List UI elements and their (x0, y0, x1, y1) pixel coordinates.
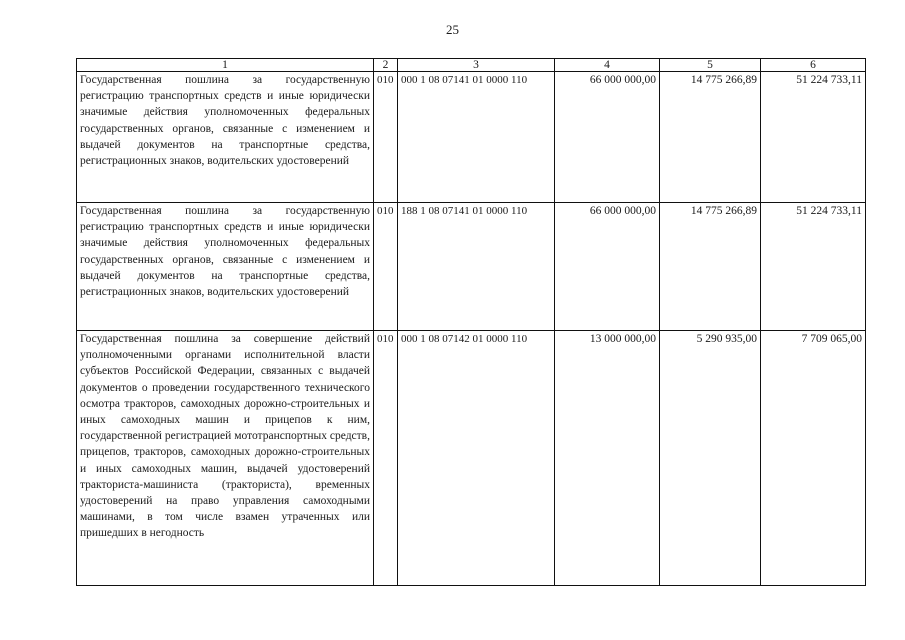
column-number-row (77, 59, 866, 72)
column-header-5: 5 (660, 59, 761, 72)
column-header-3: 3 (398, 59, 555, 72)
planned-amount: 66 000 000,00 (555, 203, 660, 331)
column-header-4: 4 (555, 59, 660, 72)
budget-classification-code: 000 1 08 07142 01 0000 110 (398, 331, 555, 586)
table-row (77, 331, 866, 586)
remaining-amount: 7 709 065,00 (761, 331, 866, 586)
page-number: 25 (446, 22, 459, 37)
column-header-1: 1 (77, 59, 374, 72)
table-row (77, 72, 866, 203)
planned-amount: 13 000 000,00 (555, 331, 660, 586)
remaining-amount: 51 224 733,11 (761, 72, 866, 203)
admin-code: 010 (374, 203, 398, 331)
executed-amount: 14 775 266,89 (660, 72, 761, 203)
remaining-amount: 51 224 733,11 (761, 203, 866, 331)
budget-classification-code: 000 1 08 07141 01 0000 110 (398, 72, 555, 203)
table-row (77, 203, 866, 331)
column-header-2: 2 (374, 59, 398, 72)
revenue-name: Государственная пошлина за государственную регистрацию транспортных средств и иные юридически значимые действия уполномоченных федеральных государственных органов, связанные с изменением и выдачей документов на транспортные средства, регистрационных знаков, водительских удостоверений (77, 203, 374, 331)
column-header-6: 6 (761, 59, 866, 72)
revenue-name: Государственная пошлина за совершение действий уполномоченными органами исполнительной власти субъектов Российской Федерации, связанных с выдачей документов о проведении государственного технического осмотра тракторов, самоходных дорожно-строительных и иных самоходных машин и прицепов к ним, государственной регистрацией мототранспортных средств, прицепов, тракторов, самоходных дорожно-строительных и иных самоходных машин, выдачей удостоверений тракториста-машиниста (тракториста), временных удостоверений на право управления самоходными машинами, в том числе взамен утраченных или пришедших в негодность (77, 331, 374, 586)
executed-amount: 14 775 266,89 (660, 203, 761, 331)
revenue-table (76, 58, 866, 586)
admin-code: 010 (374, 331, 398, 586)
planned-amount: 66 000 000,00 (555, 72, 660, 203)
admin-code: 010 (374, 72, 398, 203)
executed-amount: 5 290 935,00 (660, 331, 761, 586)
budget-classification-code: 188 1 08 07141 01 0000 110 (398, 203, 555, 331)
revenue-name: Государственная пошлина за государственную регистрацию транспортных средств и иные юридически значимые действия уполномоченных федеральных государственных органов, связанные с изменением и выдачей документов на транспортные средства, регистрационных знаков, водительских удостоверений (77, 72, 374, 203)
